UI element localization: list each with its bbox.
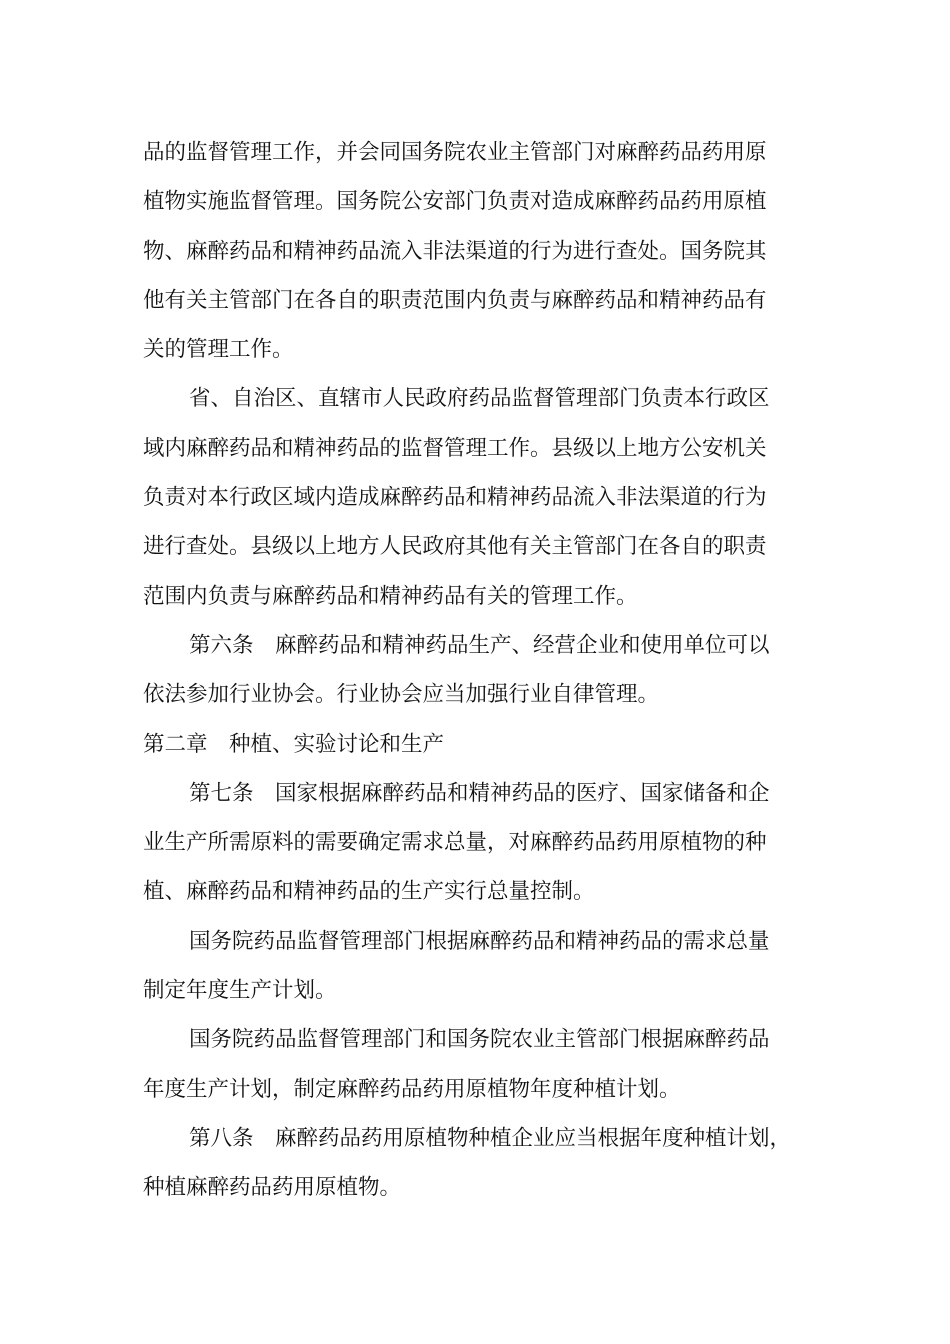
text-line: 依法参加行业协会。行业协会应当加强行业自律管理。	[143, 682, 660, 708]
paragraph-first-line: 国务院药品监督管理部门根据麻醉药品和精神药品的需求总量	[189, 928, 770, 954]
text-line: 制定年度生产计划。	[143, 978, 337, 1004]
text-line: 关的管理工作。	[143, 337, 294, 363]
text-line: 年度生产计划，制定麻醉药品药用原植物年度种植计划。	[143, 1076, 681, 1102]
text-line: 负责对本行政区域内造成麻醉药品和精神药品流入非法渠道的行为	[143, 485, 767, 511]
text-line: 进行查处。县级以上地方人民政府其他有关主管部门在各自的职责	[143, 534, 767, 560]
paragraph-first-line: 省、自治区、直辖市人民政府药品监督管理部门负责本行政区	[189, 386, 770, 412]
text-line: 种植麻醉药品药用原植物。	[143, 1175, 402, 1201]
text-line: 植、麻醉药品和精神药品的生产实行总量控制。	[143, 879, 595, 905]
text-line: 品的监督管理工作，并会同国务院农业主管部门对麻醉药品药用原	[143, 140, 767, 165]
paragraph-first-line: 国务院药品监督管理部门和国务院农业主管部门根据麻醉药品	[189, 1027, 770, 1053]
article-7-heading-line: 第七条 国家根据麻醉药品和精神药品的医疗、国家储备和企	[189, 780, 770, 806]
text-line: 物、麻醉药品和精神药品流入非法渠道的行为进行查处。国务院其	[143, 238, 767, 264]
article-8-heading-line: 第八条 麻醉药品药用原植物种植企业应当根据年度种植计划，	[189, 1125, 792, 1151]
text-line: 他有关主管部门在各自的职责范围内负责与麻醉药品和精神药品有	[143, 287, 767, 313]
chapter-2-heading: 第二章 种植、实验讨论和生产	[143, 731, 445, 757]
text-line: 业生产所需原料的需要确定需求总量，对麻醉药品药用原植物的种	[143, 830, 767, 856]
text-line: 范围内负责与麻醉药品和精神药品有关的管理工作。	[143, 583, 638, 609]
text-line: 域内麻醉药品和精神药品的监督管理工作。县级以上地方公安机关	[143, 435, 767, 461]
text-line: 植物实施监督管理。国务院公安部门负责对造成麻醉药品药用原植	[143, 189, 767, 215]
article-6-heading-line: 第六条 麻醉药品和精神药品生产、经营企业和使用单位可以	[189, 632, 770, 658]
document-body	[143, 128, 813, 1213]
